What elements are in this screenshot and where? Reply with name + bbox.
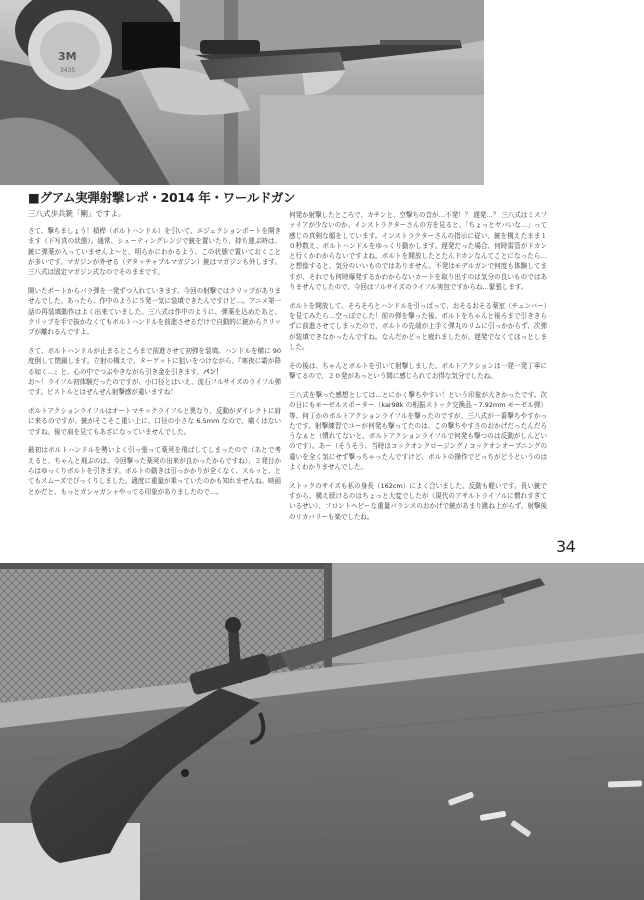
- paragraph: [28, 346, 281, 377]
- paragraph-text: さて、ボルトハンドルが止まるところまで前進させて初弾を装填。ハンドルを横に 90 度倒して閉鎖します。立射の構えで、ターゲットに狙いをつけながら、『寒夜に霜が降る如く…』と、心の中でつぶやきながら引き金を引きます。パン！: [28, 346, 281, 376]
- earmuff-brand: 3M: [58, 50, 77, 63]
- paragraph: 三八式を撃った感想としては…とにかく撃ちやすい！という印象が大きかったです。次の日にもモーゼルスポーター（kar98k の相振ストック交換品・7.92mm モーゼル弾）等、何丁かのボルトアクションライフルを撃ったのですが、三八式が一番撃ちやすかったです。射撃練習でユーが何発も撃ってたのは、この撃ちやすさのおかげだったんだろうなぁと（慣れてないと、ボルトアクションライフルで何発も撃つのは反動がしんどいのです）。あー（そうそう、当時はコックオンクロージング / コックオンオープニングの違いを全く気にせず撃っちゃったんですけど、ボルトの操作でどっちがどうというのはよくわかりませんでした。: [289, 390, 547, 472]
- article-subtitle: 三八式歩兵銃「剛」ですよ。: [28, 209, 126, 218]
- bottom-photo: [0, 563, 644, 900]
- top-photo: [0, 0, 484, 185]
- paragraph: その後は、ちゃんとボルトを引いて射撃しました。ボルトアクションは一発一発丁寧に撃てるので、２０発があっという間に感じられてお得な気分でしたね。: [289, 361, 547, 381]
- paragraph: ボルトアクションライフルはオートマチックライフルと異なり、反動がダイレクトに肩に来るのですが、銃がそこそこ重い上に、口径の小さな 6.5mm なので、痛くはないですね。後で肩を見てもあざになっていませんでした。: [28, 406, 281, 436]
- top-photo-scene: [0, 0, 484, 185]
- censor-block: [122, 22, 180, 70]
- paragraph: 何発か射撃したところで、カチンと、空撃ちの音が…不発！？ 遅発…？ 三八式はミスファイアが少ないのか、インストラクターさんの方を見ると、「ちょっとヤバいな…」って感じの真剣な顔をしています。インストラクターさんの指示に従い、銃を構えたまま１０秒数え、ボルトハンドルをゆっくり動かします。遅発だった場合、何時雷管がドカンと行くかわからないですよね。ボルトを開放したとたんドカンなんてことになったら…と想像すると、気分のいいものではありません。不発はモデルガンで何度も体験してますが、それでも何時爆発するかわからないカートを取り出すのは気分の良いものではありませんでしたので、今回はフルサイズのライフル実包ですからね…緊張します。: [289, 211, 547, 292]
- paragraph: さて、撃ちましょう！槓桿（ボルトハンドル）を引いて、エジェクションポートを開きます（下写真の状態）。通常、シューティングレンジで銃を置いたり、持ち運ぶ時は、銃に弾薬が入っていませんよ～と、明らかにわかるよう、この状態で置いておくことが多いです。マガジンが外せる（デタッチャブルマガジン）銃はマガジンも外します。三八式は固定マガジン式なのでそのままです。: [28, 227, 281, 277]
- article-title: ■グアム実弾射撃レポ・2014 年・ワールドガン: [28, 190, 296, 205]
- paragraph: ボルトを開放して、そろそろとハンドルを引っぱって、おそるおそる薬室（チェンバー）を見てみたら…空っぽでした！前の弾を撃った後、ボルトをちゃんと後ろまで引ききらずに前進させてしまったので、ボルトの先端が上手く弾丸のリムに引っかからず、次弾が装填できなかったんですね。なんだかどっと疲れましたが、遅発でなくてほっとしました。: [289, 301, 547, 352]
- paragraph: お～！ライフル初体験だったのですが、小口径とはいえ、流石フルサイズのライフル弾です。ピストルとはぜんぜん射撃感が違いますね！: [28, 377, 281, 397]
- page-number: 34: [556, 537, 576, 556]
- earmuff-model: 3435: [60, 67, 76, 74]
- paragraph: ストックのサイズも私の身長（162cm）によく合いました。反動も軽いです。長い銃ですから、構え続けるのはちょっと大変でしたが（現代のアサルトライフルに慣れすぎているせい）、フロントヘビーな重量バランスのおかげで銃があまり跳ね上がらず、射撃後のリカバリーも楽でしたね。: [289, 481, 547, 521]
- article-column-right: [289, 210, 547, 531]
- emphasis-text: パン！: [202, 367, 223, 376]
- paragraph: 最初はボルトハンドルを勢いよく引っ張って薬莢を飛ばしてしまったので（あとで考えると、ちゃんと飛ぶのは、今回撃った薬莢の出来が良かったからですね）、２発目からはゆっくりボルトを引きます。ボルトの動きは引っかかりが全くなく、スルッと、とてもスムーズでびっくりしました。適度に重量が乗っていたのかも知れませんね。映画とかだと、もっとガシャガシャやってる印象がありましたので…。: [28, 446, 281, 496]
- paragraph: 開いたポートからバラ弾を一発ずつ入れていきます。今回の射撃ではクリップがありませんでした。あったら、作中のように５発一気に装填できたんですけど…。アニメ第一話の再装填動作はよく出来ていました。三八式は作中のように、弾薬を込めたあと、クリップを手で抜かなくてもボルトハンドルを前進させるだけで自動的に銃からクリップが離れるんですよ。: [28, 286, 281, 337]
- bottom-photo-scene: [0, 563, 644, 900]
- article-column-left: [28, 226, 281, 505]
